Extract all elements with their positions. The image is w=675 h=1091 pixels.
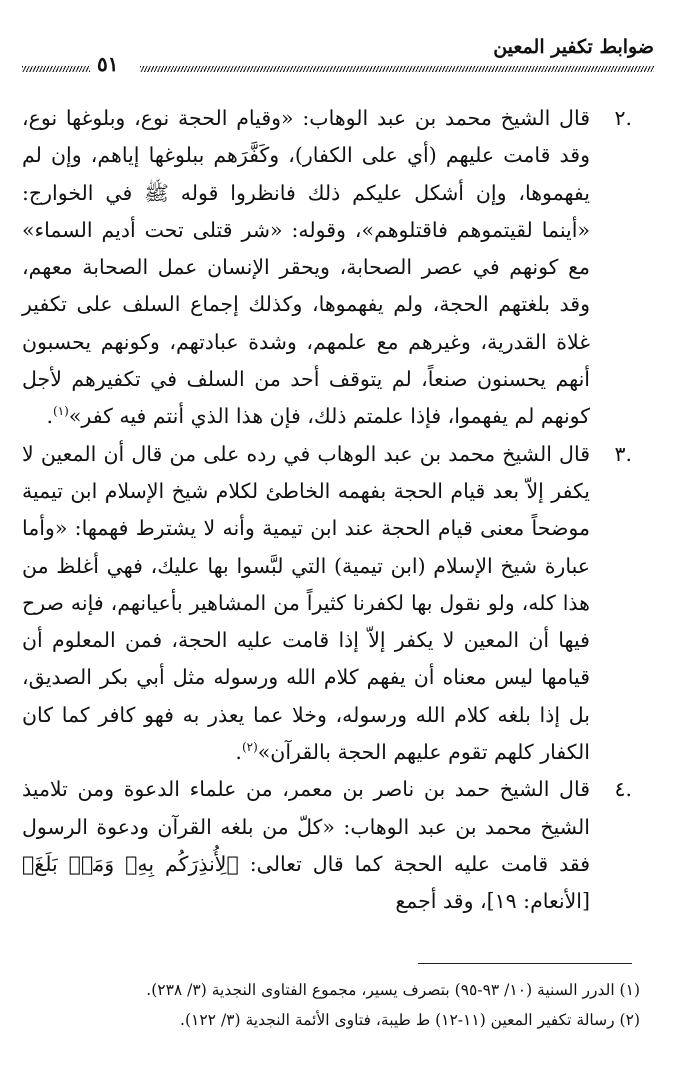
page-number: ٥١ bbox=[97, 52, 119, 76]
footnote-reference: (٢) bbox=[241, 740, 258, 755]
paragraph-text: قال الشيخ محمد بن عبد الوهاب في رده على من قال أن المعين لا يكفر إلاّ بعد قيام الحجة بفهمه الخاطئ لكلام شيخ الإسلام ابن تيمية موضحاً معنى قيام الحجة عند ابن تيمية وأنه لا يشترط فهمها: «وأما عبارة شيخ الإسلام (ابن تيمية) التي لبَّسوا بها عليك، فهي أغلظ من هذا كله، ولو نقول بها لكفرنا كثيراً من المشاهير بأعيانهم، فإنه صرح فيها أن المعين لا يكفر إلاّ إذا قامت عليه الحجة، فمن المعلوم أن قيامها ليس معناه أن يفهم كلام الله ورسوله مثل أبي بكر الصديق، بل إذا بلغه كلام الله ورسوله، وخلا عما يعذر به فهو كافر كما كان الكفار كلهم تقوم عليهم الحجة بالقرآن»$^{(٢)}$. bbox=[22, 441, 590, 765]
paragraph-text: قال الشيخ محمد بن عبد الوهاب: «وقيام الحجة نوع، وبلوغها نوع، وقد قامت عليهم (أي على الكفار)، وكَفَّرَهم ببلوغها إياهم، وإن لم يفهموها، وإن أشكل عليكم ذلك فانظروا قوله ﷺ في الخوارج: «أينما لقيتموهم فاقتلوهم»، وقوله: «شر قتلى تحت أديم السماء» مع كونهم في عصر الصحابة، ويحقر الإنسان عمل الصحابة معهم، وقد بلغتهم الحجة، ولم يفهموها، وكذلك إجماع السلف على تكفير غلاة القدرية، وغيرهم مع علمهم، وشدة عبادتهم، وكونهم يحسبون أنهم يحسنون صنعاً، لم يتوقف أحد من السلف في تكفيرهم لأجل كونهم لم يفهموا، فإذا علمتم ذلك، فإن هذا الذي أنتم فيه كفر»$^{(١)}$. bbox=[22, 106, 590, 429]
page-header bbox=[22, 36, 654, 80]
footnote-separator bbox=[418, 963, 632, 964]
numbered-paragraph-4 bbox=[22, 771, 632, 920]
paragraph-text: قال الشيخ حمد بن ناصر بن معمر، من علماء الدعوة ومن تلاميذ الشيخ محمد بن عبد الوهاب: «كلّ من بلغه القرآن ودعوة الرسول فقد قامت عليه الحجة كما قال تعالى: ﴿لِأُنذِرَكُم بِهِۦ وَمَنۢ بَلَغَ﴾ [الأنعام: ١٩]، وقد أجمع bbox=[22, 777, 590, 914]
footnote-2: (٢) رسالة تكفير المعين (١١-١٢) ط طيبة، فتاوى الأئمة النجدية (٣/ ١٢٢). bbox=[180, 1011, 640, 1029]
footnote-1: (١) الدرر السنية (١٠/ ٩٣-٩٥) بتصرف يسير، مجموع الفتاوى النجدية (٣/ ٢٣٨). bbox=[146, 981, 640, 999]
header-hatched-rule-left bbox=[22, 66, 90, 72]
header-hatched-rule-right bbox=[140, 66, 654, 72]
footnotes bbox=[60, 975, 640, 1035]
paragraph-number: .٣ bbox=[614, 441, 632, 466]
paragraph-number: .٤ bbox=[614, 777, 632, 802]
paragraph-number: .٢ bbox=[614, 106, 632, 130]
running-title: ضوابط تكفير المعين bbox=[493, 36, 654, 58]
numbered-paragraph-3 bbox=[22, 436, 632, 772]
main-text bbox=[22, 100, 632, 921]
numbered-paragraph-2 bbox=[22, 100, 632, 436]
footnote-reference: (١) bbox=[53, 404, 69, 419]
